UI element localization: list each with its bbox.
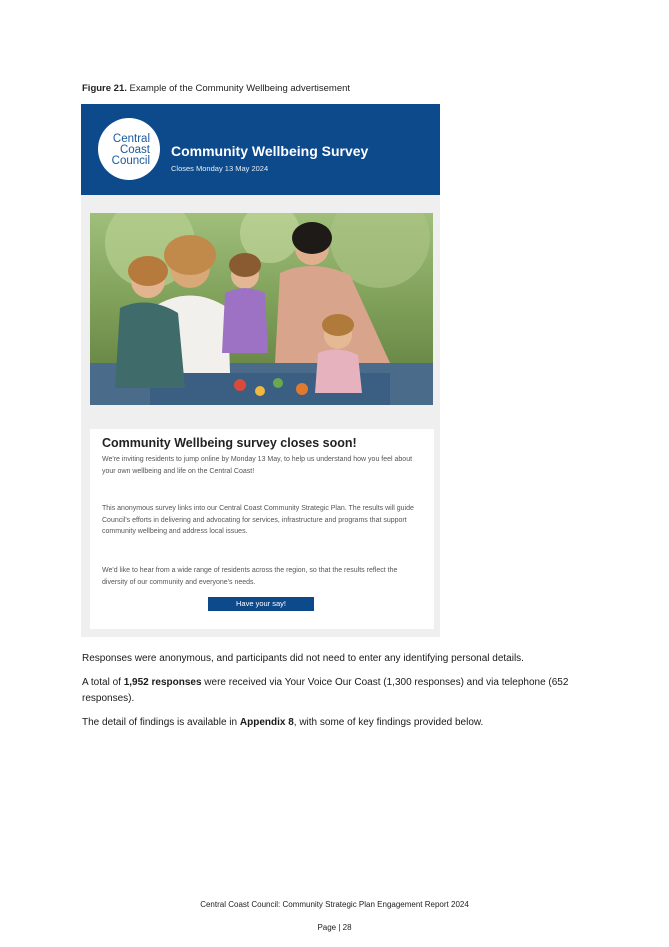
report-footer: Central Coast Council: Community Strategic Plan Engagement Report 2024	[200, 900, 469, 909]
ad-header	[81, 104, 440, 195]
ad-subtitle: Closes Monday 13 May 2024	[171, 164, 269, 173]
family-picnic-photo	[90, 213, 433, 405]
logo-line-2: Coast	[119, 144, 150, 156]
council-logo	[98, 118, 160, 180]
ad-title: Community Wellbeing Survey	[171, 143, 369, 159]
logo-line-3: Council	[111, 155, 150, 167]
card-paragraph-1: We're inviting residents to jump online by Monday 13 May, to help us understand how you feel about your own wellbeing and life on the Central Coast!	[102, 456, 413, 475]
body-p2-post: were received via Your Voice Our Coast (1,300 responses) and via telephone (652 responses).	[82, 677, 569, 704]
body-paragraph-3	[82, 715, 582, 731]
card-heading: Community Wellbeing survey closes soon!	[102, 436, 357, 450]
body-paragraph-1: Responses were anonymous, and participants did not need to enter any identifying personal details.	[82, 653, 524, 664]
appendix-reference: Appendix 8	[239, 717, 294, 728]
advertisement	[81, 104, 440, 637]
page-number: Page | 28	[317, 923, 352, 932]
figure-label: Figure 21.	[82, 83, 127, 94]
body-p2-bold: 1,952 responses	[123, 677, 202, 688]
card-paragraph-2: This anonymous survey links into our Central Coast Community Strategic Plan. The results will guide Council's efforts in delivering and advocating for services, infrastructure and programs that support community wellbeing and address local issues.	[102, 505, 414, 535]
card-paragraph-3: We'd like to hear from a wide range of residents across the region, so that the results reflect the diversity of our community and everyone's needs.	[102, 567, 398, 586]
figure-caption-text: Example of the Community Wellbeing advertisement	[129, 83, 351, 94]
logo-line-1: Central	[112, 133, 150, 145]
survey-card	[90, 429, 434, 629]
body-p2-pre: A total of	[82, 677, 124, 688]
figure-caption	[82, 83, 350, 94]
have-your-say-button[interactable]: Have your say!	[208, 597, 314, 611]
body-p3-post: , with some of key findings provided below.	[293, 717, 484, 728]
body-paragraph-2	[82, 675, 582, 706]
body-p3-pre: The detail of findings is available in	[82, 717, 240, 728]
photo-illustration	[90, 213, 433, 405]
